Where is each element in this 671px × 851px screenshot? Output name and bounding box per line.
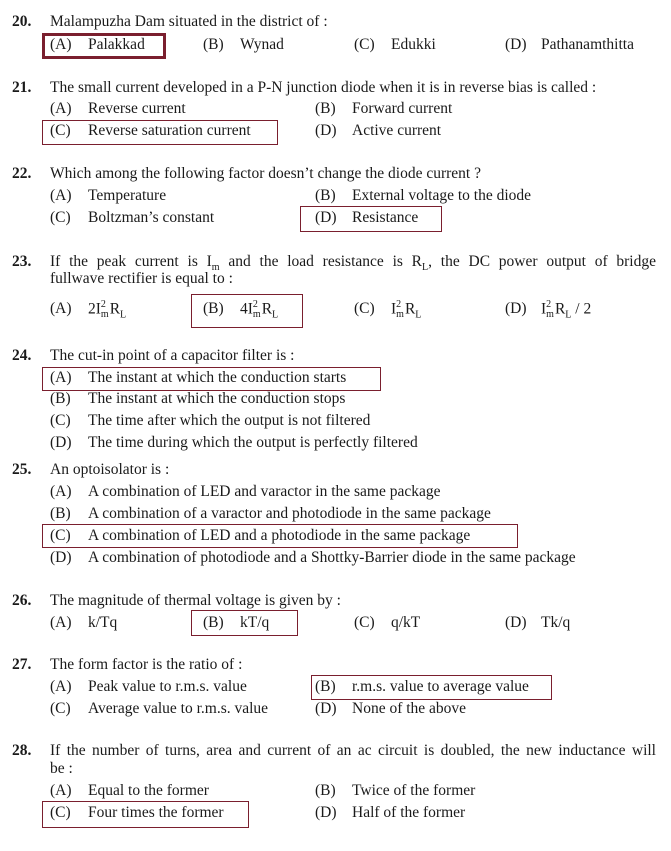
option-text[interactable]: k/Tq — [88, 614, 118, 631]
option-text[interactable]: Resistance — [352, 209, 419, 226]
option-text[interactable]: A combination of photodiode and a Shottky-Barrier diode in the same package — [88, 549, 576, 566]
option-text[interactable]: kT/q — [240, 614, 270, 631]
option-label[interactable]: (C) — [354, 614, 375, 631]
question-number: 24. — [12, 347, 32, 364]
option-label[interactable]: (A) — [50, 36, 72, 53]
option-label[interactable]: (C) — [50, 527, 71, 544]
option-text[interactable]: 2I 2 m $R_L$ — [88, 299, 127, 321]
option-text[interactable]: r.m.s. value to average value — [352, 678, 529, 695]
option-text[interactable]: Twice of the former — [352, 782, 476, 799]
option-label[interactable]: (B) — [203, 300, 224, 317]
answer-mark-box — [311, 675, 552, 700]
option-label[interactable]: (A) — [50, 300, 72, 317]
question-number: 23. — [12, 253, 32, 270]
option-label[interactable]: (D) — [315, 209, 337, 226]
option-text[interactable]: Boltzman’s constant — [88, 209, 215, 226]
subscript: m — [211, 262, 220, 274]
question-number: 27. — [12, 656, 32, 673]
question-text: The form factor is the ratio of : — [50, 656, 243, 673]
question-text: The cut-in point of a capacitor filter is : — [50, 347, 295, 364]
answer-mark-box — [42, 801, 249, 828]
option-label[interactable]: (C) — [354, 36, 375, 53]
option-text[interactable]: Equal to the former — [88, 782, 209, 799]
question-text: If the number of turns, area and current of an ac circuit is doubled, the new inductance will — [50, 742, 656, 759]
option-label[interactable]: (B) — [315, 187, 336, 204]
option-label[interactable]: (D) — [50, 549, 72, 566]
option-label[interactable]: (D) — [505, 36, 527, 53]
option-label[interactable]: (D) — [505, 614, 527, 631]
subscript: L — [415, 309, 422, 321]
option-label[interactable]: (C) — [50, 209, 71, 226]
option-label[interactable]: (D) — [315, 804, 337, 821]
answer-mark-box — [42, 120, 278, 145]
option-label[interactable]: (B) — [50, 505, 71, 522]
answer-mark-box — [191, 294, 303, 328]
option-text[interactable]: A combination of LED and a photodiode in the same package — [88, 527, 471, 544]
question-text: fullwave rectifier is equal to : — [50, 270, 233, 287]
option-label[interactable]: (C) — [354, 300, 375, 317]
question-number: 22. — [12, 165, 32, 182]
question-text: Malampuzha Dam situated in the district of : — [50, 13, 328, 30]
option-text[interactable]: None of the above — [352, 700, 467, 717]
option-label[interactable]: (B) — [50, 390, 71, 407]
option-label[interactable]: (A) — [50, 483, 72, 500]
option-text[interactable]: I 2 m $R_L / 2$ — [541, 299, 592, 321]
question-number: 20. — [12, 13, 32, 30]
answer-mark-box — [42, 524, 518, 548]
option-text[interactable]: Active current — [352, 122, 442, 139]
option-label[interactable]: (B) — [315, 100, 336, 117]
option-label[interactable]: (A) — [50, 100, 72, 117]
question-text: An optoisolator is : — [50, 461, 170, 478]
option-label[interactable]: (C) — [50, 122, 71, 139]
superscript-subscript: 2 m — [546, 299, 554, 320]
option-text[interactable]: Forward current — [352, 100, 453, 117]
option-label[interactable]: (D) — [505, 300, 527, 317]
option-text[interactable]: The instant at which the conduction starts — [88, 369, 347, 386]
option-label[interactable]: (C) — [50, 412, 71, 429]
option-text[interactable]: Edukki — [391, 36, 436, 53]
option-label[interactable]: (A) — [50, 678, 72, 695]
option-text[interactable]: Average value to r.m.s. value — [88, 700, 269, 717]
option-text[interactable]: Four times the former — [88, 804, 224, 821]
option-text[interactable]: The time after which the output is not filtered — [88, 412, 371, 429]
option-text[interactable]: A combination of LED and varactor in the same package — [88, 483, 441, 500]
subscript: L — [272, 309, 279, 321]
option-label[interactable]: (A) — [50, 369, 72, 386]
option-label[interactable]: (D) — [50, 434, 72, 451]
option-label[interactable]: (B) — [203, 614, 224, 631]
answer-mark-box — [300, 206, 442, 232]
option-label[interactable]: (C) — [50, 700, 71, 717]
question-number: 26. — [12, 592, 32, 609]
option-text[interactable]: The instant at which the conduction stops — [88, 390, 346, 407]
option-text[interactable]: Peak value to r.m.s. value — [88, 678, 247, 695]
option-text[interactable]: q/kT — [391, 614, 421, 631]
question-text: The magnitude of thermal voltage is given by : — [50, 592, 341, 609]
option-text[interactable]: Reverse saturation current — [88, 122, 251, 139]
option-label[interactable]: (B) — [203, 36, 224, 53]
option-text[interactable]: Tk/q — [541, 614, 571, 631]
option-text[interactable]: 4I 2 m $R_L$ — [240, 299, 279, 321]
question-text: The small current developed in a P-N junction diode when it is in reverse bias is called : — [50, 79, 597, 96]
answer-mark-box — [42, 367, 381, 391]
option-label[interactable]: (A) — [50, 614, 72, 631]
superscript-subscript: 2 m — [100, 299, 109, 320]
option-text[interactable]: Pathanamthitta — [541, 36, 634, 53]
option-label[interactable]: (D) — [315, 700, 337, 717]
question-text: Which among the following factor doesn’t change the diode current ? — [50, 165, 481, 182]
option-text[interactable]: A combination of a varactor and photodiode in the same package — [88, 505, 491, 522]
superscript-subscript: 2 m — [252, 299, 261, 320]
answer-mark-box — [191, 610, 298, 636]
option-label[interactable]: (B) — [315, 782, 336, 799]
question-number: 25. — [12, 461, 32, 478]
option-label[interactable]: (D) — [315, 122, 337, 139]
option-label[interactable]: (A) — [50, 187, 72, 204]
question-text: If the peak current is $I_m$ and the load resistance is $R_L$, the DC power output of bridge — [50, 253, 656, 274]
option-text[interactable]: External voltage to the diode — [352, 187, 532, 204]
option-text[interactable]: I 2 m $R_L$ — [391, 299, 422, 321]
subscript: L — [422, 262, 429, 274]
option-text[interactable]: The time during which the output is perfectly filtered — [88, 434, 418, 451]
option-text[interactable]: Palakkad — [88, 36, 145, 53]
answer-mark-box — [42, 33, 166, 59]
option-label[interactable]: (A) — [50, 782, 72, 799]
subscript: L — [120, 309, 127, 321]
option-text[interactable]: Temperature — [88, 187, 167, 204]
option-label[interactable]: (B) — [315, 678, 336, 695]
superscript-subscript: 2 m — [396, 299, 404, 320]
option-text[interactable]: Half of the former — [352, 804, 466, 821]
question-number: 28. — [12, 742, 32, 759]
option-text[interactable]: Wynad — [240, 36, 284, 53]
option-label[interactable]: (C) — [50, 804, 71, 821]
question-number: 21. — [12, 79, 32, 96]
subscript: L — [565, 309, 572, 321]
option-text[interactable]: Reverse current — [88, 100, 186, 117]
question-text: be : — [50, 760, 73, 777]
